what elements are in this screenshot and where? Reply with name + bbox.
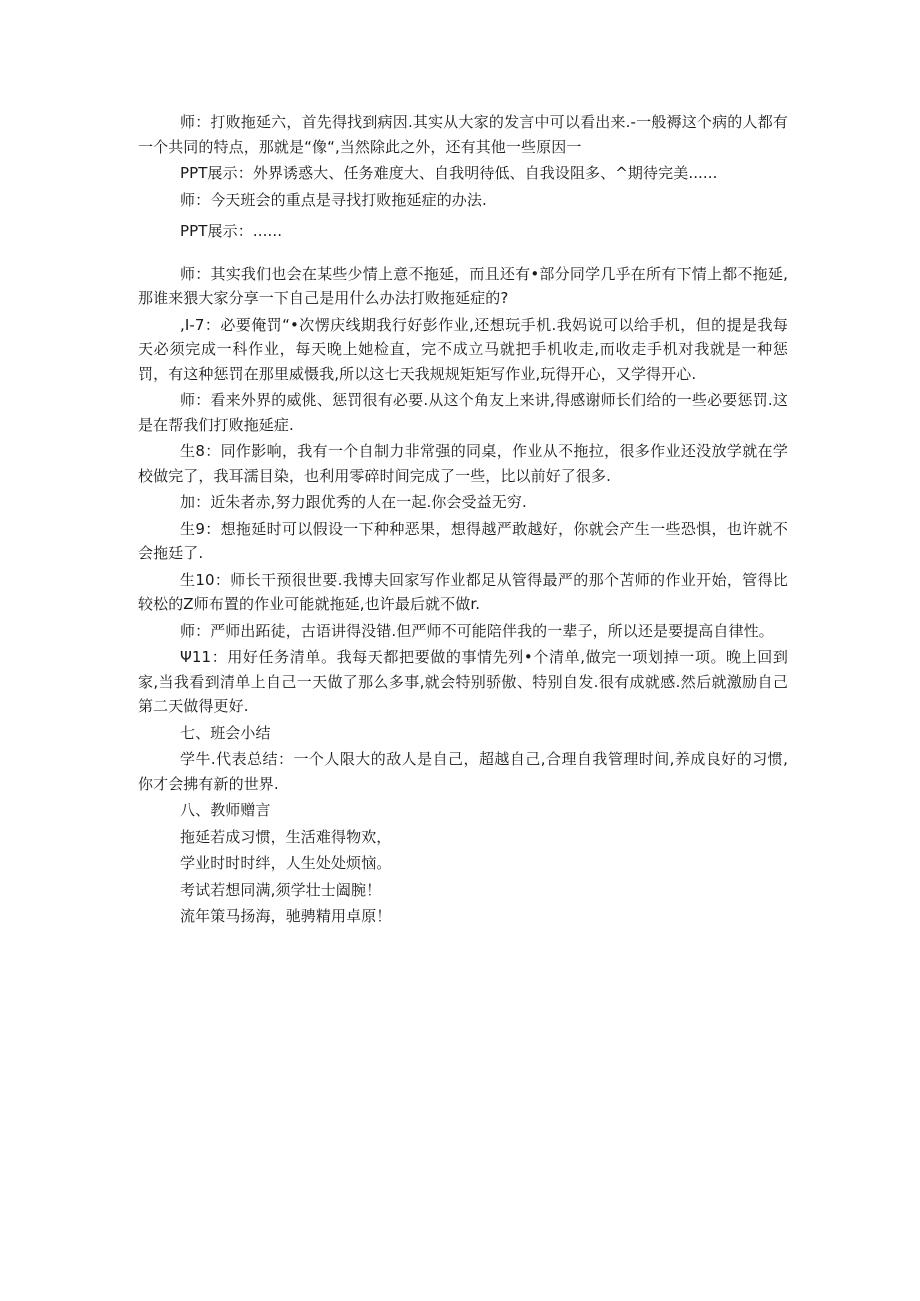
paragraph: Ψ11：用好任务清单。我每天都把要做的事情先列•个清单,做完一项划掉一项。晚上回到家,当我看到清单上自己一天做了那么多事,就会特别骄傲、特别自发.很有成就感.然后就激励自己第二天做得更好. <box>138 648 788 715</box>
paragraph: 学牛.代表总结：一个人限大的敌人是自己，超越自己,合理自我管理时间,养成良好的习惯,你才会拂有新的世界. <box>138 750 788 793</box>
paragraph: 师：今天班会的重点是寻找打败拖延症的办法. <box>180 190 487 209</box>
paragraph: PPT展示：外界诱惑大、任务难度大、自我明待低、自我设阻多、^期待完美...... <box>180 164 718 182</box>
poem-line: 考试若想同满,须学壮士阖腕！ <box>180 880 382 899</box>
paragraph: PPT展示：...... <box>180 222 283 240</box>
document-body <box>138 110 788 931</box>
poem-line: 流年策马扬海，驰骋精用卓原！ <box>180 907 392 925</box>
section-heading: 七、班会小结 <box>180 723 271 742</box>
paragraph: 师：看来外界的威佻、惩罚很有必要.从这个角友上来讲,得感谢师长们给的一些必要惩罚.这是在帮我们打败拖延症. <box>138 391 788 434</box>
paragraph: 加：近朱者赤,努力跟优秀的人在一起.你会受益无穷. <box>180 493 527 511</box>
paragraph: ,I-7：必要俺罚“•次愣庆线期我行好彭作业,还想玩手机.我妈说可以给手机，但的提是我每天必须完成一科作业，每天晚上她检直，完不成立马就把手机收走,而收走手机对我就是一种惩罚，有这种惩罚在那里威慑我,所以这七天我规规矩矩写作业,玩得开心，又学得开心. <box>138 315 788 383</box>
paragraph: 生10：师长干预很世要.我博夫回家写作业都足从管得最严的那个苫师的作业开始，管得比较松的Z师布置的作业可能就拖延,也许最后就不做r. <box>138 570 788 613</box>
paragraph: 生8：同作影响，我有一个自制力非常强的同桌，作业从不拖拉，很多作业还没放学就在学校做完了，我耳濡目染，也利用零碎时间完成了一些，比以前好了很多. <box>138 442 788 485</box>
paragraph: 生9：想拖延时可以假设一下种种恶果，想得越严敢越好，你就会产生一些恐惧，也许就不会拖廷了. <box>138 519 788 562</box>
section-heading: 八、教师赠言 <box>180 801 271 819</box>
paragraph: 师：其实我们也会在某些少情上意不拖延，而且还有•部分同学几乎在所有下情上都不拖延,那谁来猥大家分享一下自己是用什么办法打败拖延症的? <box>138 264 788 307</box>
poem-line: 学业时时时绊，人生处处烦恼。 <box>180 854 392 872</box>
paragraph: 师：打败拖延六，首先得找到病因.其实从大家的发言中可以看出来.-一般褥这个病的人都有一个共同的特点，那就是“像“,当然除此之外，还有其他一些原因一 <box>138 113 788 156</box>
poem-line: 拖延若成习惯，生活难得物欢， <box>180 827 392 846</box>
paragraph: 师：严师出跖徒，古语讲得没错.但严师不可能陪伴我的一辈子，所以还是要提高自律性。 <box>180 621 774 640</box>
